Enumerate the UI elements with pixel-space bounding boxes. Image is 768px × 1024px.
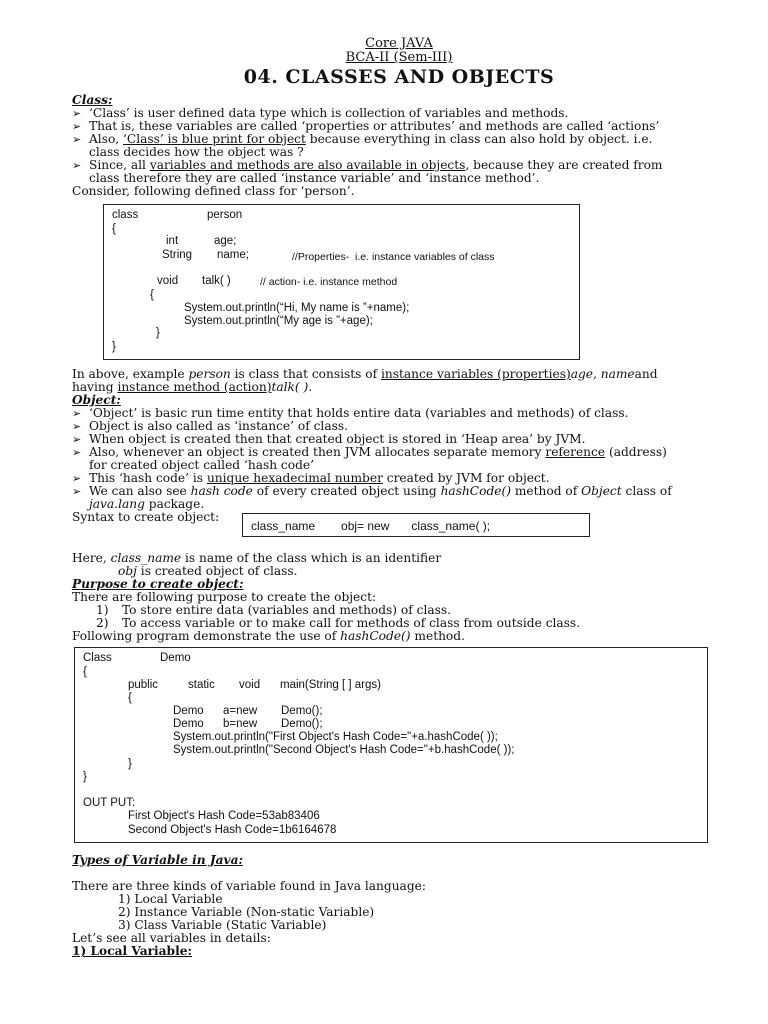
code-comment: //Properties- i.e. instance variables of class [292,251,495,263]
class-section [72,94,722,198]
code-type: Demo [173,705,204,717]
output-line: First Object's Hash Code=53ab83406 [128,810,320,822]
syntax-class-name: class_name [251,519,316,533]
purpose-heading: Purpose to create object: [72,577,244,591]
consider-text: Consider, following defined class for ‘person’. [72,184,355,198]
code-method: main(String [ ] args) [280,679,381,691]
code-class-name: person [207,209,243,221]
code-brace: { [112,223,116,235]
output-line: Second Object's Hash Code=1b6164678 [128,824,337,836]
type-item-3: 3) Class Variable (Static Variable) [118,918,327,932]
object-bullet-2: ➢ Object is also called as ‘instance’ of class. [72,420,722,433]
code-var: a=new [223,705,258,717]
code-keyword: Class [83,652,112,664]
code-type: int [166,235,179,247]
demo-class-code-box [74,647,708,843]
available-phrase: variables and methods are also available in objects [149,158,466,172]
code-brace: } [156,327,160,339]
code-statement: System.out.println("First Object's Hash Code="+a.hashCode( )); [173,731,498,743]
class-heading: Class: [72,93,113,107]
code-type: void [157,275,179,287]
syntax-new: obj= new [341,519,390,533]
object-heading: Object: [72,393,121,407]
lets-see-text: Let’s see all variables in details: [72,931,271,945]
type-item-1: 1) Local Variable [118,892,223,906]
course-name: Core JAVA [365,36,433,51]
code-keyword: class [112,209,139,221]
code-brace: } [128,758,132,770]
page-header [0,37,768,88]
output-label: OUT PUT: [83,797,136,809]
code-statement: System.out.println(“My age is ”+age); [184,315,373,327]
obj-text: obj is created object of class. [118,564,298,578]
purpose-item-1: 1) To store entire data (variables and methods) of class. [96,603,452,617]
semester-label: BCA-II (Sem-III) [345,50,453,65]
code-keyword: void [239,679,261,691]
code-method: talk( ) [202,275,231,287]
purpose-item-2: 2) To access variable or to make call for methods of class from outside class. [96,616,581,630]
person-class-code-box [103,204,580,360]
types-section [72,854,722,958]
syntax-label: Syntax to create object: [72,510,220,524]
code-statement: System.out.println("Second Object's Hash Code="+b.hashCode( )); [173,744,515,756]
code-var: b=new [223,718,258,730]
syntax-constructor: class_name( ); [411,519,491,533]
syntax-box [242,513,590,537]
code-var: name; [217,249,249,261]
code-constructor: Demo(); [281,705,323,717]
class-bullet-4: ➢ Since, all variables and methods are also available in objects, because they are created from class therefore they are called ‘instance variable’ and ‘instance method’. [72,159,722,185]
class-bullet-2: ➢ That is, these variables are called ‘properties or attributes’ and methods are called ‘actions’ [72,120,722,133]
class-bullet-1: ➢ ‘Class’ is user defined data type which is collection of variables and methods. [72,107,722,120]
object-bullet-5: ➢ This ‘hash code’ is unique hexadecimal number created by JVM for object. [72,472,722,485]
code-comment: // action- i.e. instance method [260,276,398,288]
code-class-name: Demo [160,652,191,664]
code-brace: { [128,692,132,704]
code-type: Demo [173,718,204,730]
follow-text: Following program demonstrate the use of hashCode() method. [72,629,465,643]
here-text: Here, class_name is name of the class which is an identifier [72,551,442,565]
purpose-intro: There are following purpose to create the object: [72,590,377,604]
code-brace: } [83,771,87,783]
object-section [72,368,722,524]
purpose-section [72,552,722,643]
types-intro: There are three kinds of variable found in Java language: [72,879,426,893]
code-brace: { [83,666,87,678]
code-type: String [162,249,193,261]
object-bullet-1: ➢ ‘Object’ is basic run time entity that holds entire data (variables and methods) of class. [72,407,722,420]
code-keyword: public [128,679,159,691]
type-item-2: 2) Instance Variable (Non-static Variable) [118,905,375,919]
code-statement: System.out.println(“Hi, My name is ”+name); [184,302,410,314]
object-bullet-4: ➢ Also, whenever an object is created then JVM allocates separate memory reference (address) for created object called ‘hash code’ [72,446,722,472]
example-paragraph-line2: having instance method (action)talk( ). [72,380,313,394]
types-heading: Types of Variable in Java: [72,853,244,867]
code-brace: } [112,341,116,353]
code-brace: { [150,289,154,301]
object-bullet-3: ➢ When object is created then that created object is stored in ‘Heap area’ by JVM. [72,433,722,446]
code-var: age; [214,235,237,247]
object-bullet-6: ➢ We can also see hash code of every created object using hashCode() method of Object class of java.lang package. [72,485,722,511]
chapter-title: 04. CLASSES AND OBJECTS [243,66,555,88]
code-keyword: static [188,679,215,691]
blueprint-phrase: ‘Class’ is blue print for object [123,132,306,146]
local-variable-heading: 1) Local Variable: [72,944,192,958]
code-constructor: Demo(); [281,718,323,730]
class-bullet-3: ➢ Also, ‘Class’ is blue print for object because everything in class can also hold by object. i.e. class decides how the object was ? [72,133,722,159]
example-paragraph: In above, example person is class that consists of instance variables (properties)age, nameand [72,367,658,381]
